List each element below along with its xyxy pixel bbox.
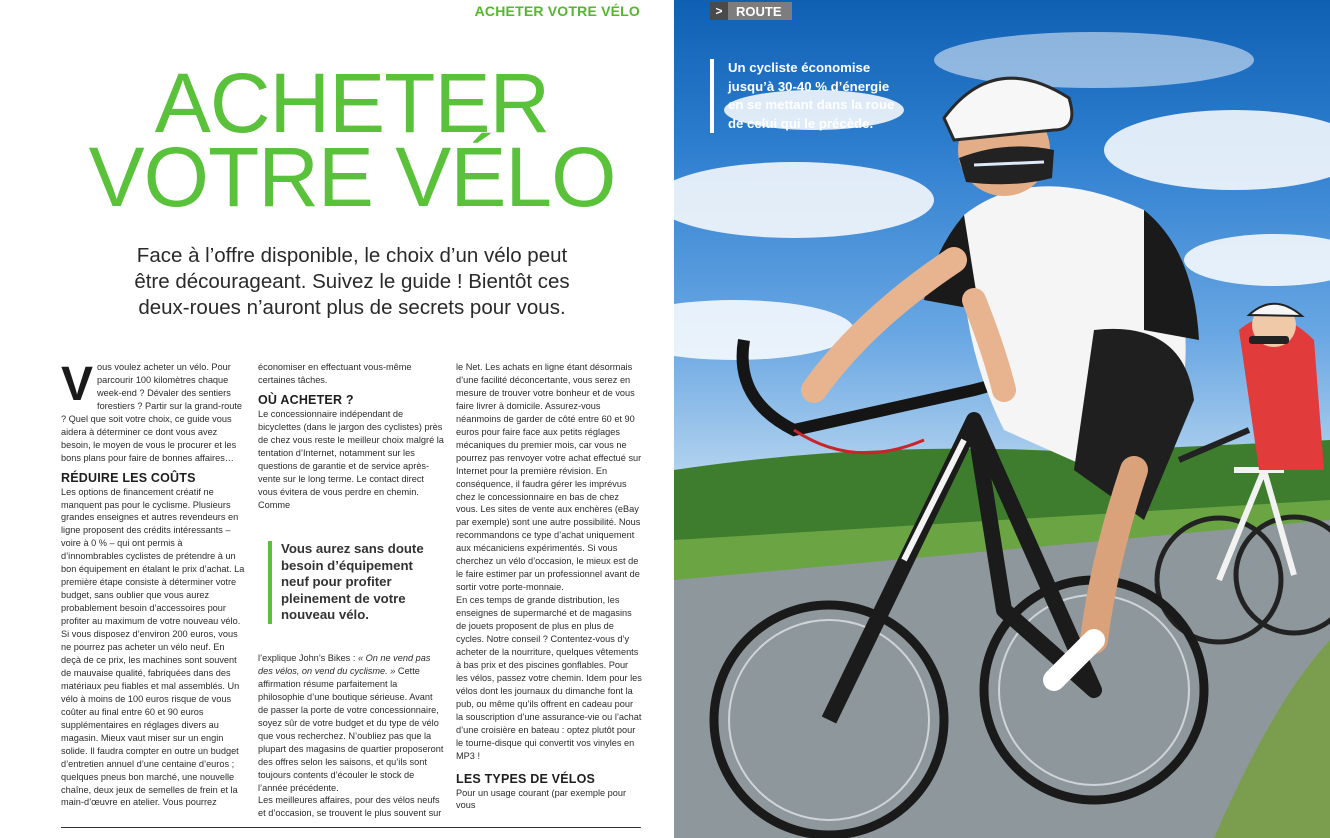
- photo-caption: Un cycliste économise jusqu’à 30-40 % d’énergie en se mettant dans la roue de celui qui le précède.: [710, 59, 900, 133]
- bottom-rule: [61, 827, 641, 828]
- section-label: [710, 2, 792, 20]
- title-line-2: VOTRE VÉLO: [88, 130, 616, 224]
- running-head: ACHETER VOTRE VÉLO: [474, 3, 640, 19]
- title-line-1: ACHETER: [154, 56, 550, 150]
- subhead-types-de-velos: LES TYPES DE VÉLOS: [456, 771, 596, 786]
- body-paragraph: économiser en effectuant vous-même certaines tâches.: [258, 362, 412, 385]
- body-paragraph: [258, 652, 444, 794]
- body-paragraph: Les options de financement créatif ne manquent pas pour le cyclisme. Plusieurs grandes enseignes et autres revendeurs en ligne proposent des crédits intéressants – voire à 0 % – qui ont permis à d’innombrables cyclistes de prétendre à un bon équipement en étalant le prix d’achat. La première étape consiste à déterminer votre budget, sans oublier que vous aurez probablement besoin d’accessoires pour profiter au maximum de votre nouveau vélo. Si vous disposez d’environ 200 euros, vous ne pourrez pas acheter un vélo neuf. En deçà de ce prix, les machines sont souvent de mauvaise qualité, fabriquées dans des matériaux peu fiables et mal assemblés. Un vélo à moins de 100 euros risque de vous coûter au final entre 60 et 90 euros supplémentaires en réglages divers au magasin. Mieux vaut miser sur un engin solide. Il faudra compter en outre un budget d’entretien annuel d’une centaine d’euros ; quelques pneus bon marché, une nouvelle chaîne, deux jeux de semelles de frein et la main-d’œuvre en atelier. Vous pourrez: [61, 486, 245, 808]
- right-page-photo: [674, 0, 1330, 838]
- intro-line-3: deux-roues n’auront plus de secrets pour vous.: [138, 296, 566, 319]
- body-paragraph: le Net. Les achats en ligne étant désormais d’une facilité déconcertante, vous serez en mesure de trouver votre bonheur et de vous faire livrer à domicile. Assurez-vous néanmoins de garder de côté entre 60 et 90 euros pour faire face aux petits réglages mécaniques du premier mois, car vous ne pourrez pas renvoyer votre achat effectué sur Internet pour la première révision. En conséquence, il faudra gérer les imprévus chez le concessionnaire en bas de chez vous. Les sites de vente aux enchères (eBay par exemple) sont une autre possibilité. Nous recommandons ce type d’achat uniquement aux mécaniciens expérimentés. Si vous cherchez un vélo d’occasion, le mieux est de le faire estimer par un professionnel avant de sortir votre porte-monnaie.: [456, 362, 642, 593]
- intro-line-1: Face à l’offre disponible, le choix d’un vélo peut: [136, 244, 568, 267]
- chevron-right-icon: >: [710, 2, 728, 20]
- intro-line-2: être décourageant. Suivez le guide ! Bientôt ces: [134, 270, 570, 293]
- drop-cap: V: [61, 358, 94, 411]
- body-paragraph: En ces temps de grande distribution, les enseignes de supermarché et de magasins de jouets proposent de plus en plus de cycles. Notre conseil ? Contentez-vous d’y acheter de la nourriture, quelques vêtements à bas prix et des piscines gonflables. Pour les vélos, passez votre chemin. Idem pour les vélos dont les journaux du dimanche font la pub, ou même qu’ils offrent en cadeau pour la souscription d’une assurance-vie ou l’achat d’une croisière en bateau : optez plutôt pour le tourne-disque qui convertit vos vinyles en MP3 !: [456, 595, 642, 761]
- section-name: ROUTE: [728, 2, 792, 20]
- subhead-ou-acheter: OÙ ACHETER ?: [258, 392, 354, 407]
- body-paragraph: Le concessionnaire indépendant de bicyclettes (dans le jargon des cyclistes) près de chez vous reste le meilleur choix malgré la tentation d’Internet, notamment sur les questions de garantie et de service après-vente sur le long terme. Le contact direct vous évitera de vous perdre en chemin. Comme: [258, 408, 444, 510]
- article-column-3: [456, 361, 642, 812]
- intro-paragraph: [104, 243, 600, 321]
- quote-rest: Cette affirmation résume parfaitement la philosophie d’une boutique sérieuse. Avant de passer la porte de votre concessionnaire, soyez sûr de votre budget et du type de vélo que vous recherchez. N’oubliez pas que la plupart des magasins de quartier proposeront des offres selon les saisons, et qu’ils sont toujours contents d’écouler le stock de l’année précédente.: [258, 665, 444, 793]
- article-column-2: [258, 361, 444, 820]
- page-title: [40, 56, 664, 224]
- quote-text: « On ne vend pas des vélos, on vend du cyclisme. »: [258, 652, 431, 676]
- opening-paragraph: [61, 358, 246, 465]
- opening-text: ous voulez acheter un vélo. Pour parcourir 100 kilomètres chaque week-end ? Dévaler des sentiers forestiers ? Partir sur la grand-route ? Quel que soit votre choix, ce guide vous aidera à déterminer ce dont vous avez besoin, le moyen de vous le procurer et les bons plans pour faire de bonnes affaires…: [61, 362, 243, 463]
- article-column-1: [61, 358, 246, 809]
- body-paragraph: Les meilleures affaires, pour des vélos neufs et d’occasion, se trouvent le plus souvent sur: [258, 795, 442, 819]
- body-paragraph: Pour un usage courant (par exemple pour vous: [456, 787, 627, 811]
- quote-lead: l’explique John’s Bikes :: [258, 652, 358, 663]
- pull-quote: Vous aurez sans doute besoin d’équipement neuf pour profiter pleinement de votre nouveau vélo.: [268, 541, 444, 624]
- subhead-reduire-les-couts: RÉDUIRE LES COÛTS: [61, 470, 196, 485]
